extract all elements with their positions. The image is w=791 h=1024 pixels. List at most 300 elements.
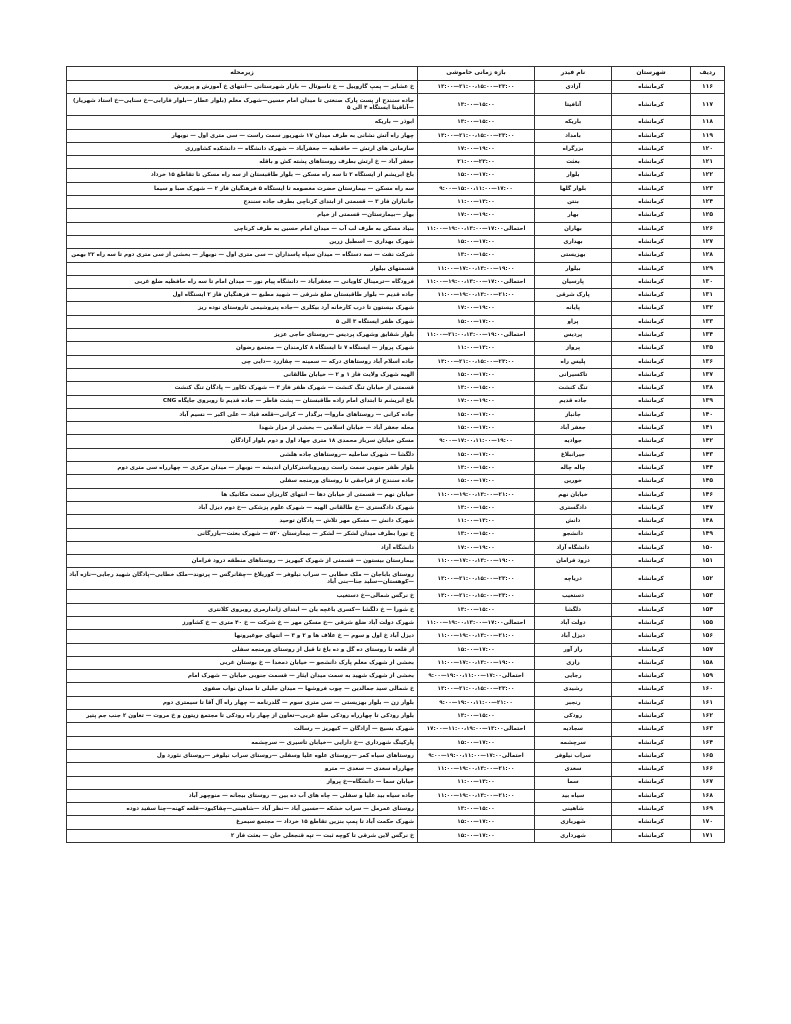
cell-time: ۱۷:۰۰—۱۵:۰۰: [418, 235, 535, 248]
cell-region: بیمارستان بیستون — قسمتی از شهرک کیهریز — روستاهای منطقه درود فرامان: [67, 555, 418, 568]
cell-city: کرمانشاه: [612, 222, 691, 235]
cell-index: ۱۱۷: [691, 94, 725, 116]
table-row: [67, 448, 725, 461]
cell-feeder: بیلوار: [535, 262, 612, 275]
table-row: [67, 129, 725, 142]
cell-index: ۱۶۹: [691, 803, 725, 816]
cell-city: کرمانشاه: [612, 590, 691, 603]
cell-city: کرمانشاه: [612, 696, 691, 709]
cell-feeder: بلوار: [535, 169, 612, 182]
cell-feeder: سعدی: [535, 763, 612, 776]
table-row: [67, 568, 725, 590]
cell-feeder: رشیدی: [535, 683, 612, 696]
outage-schedule-table: [66, 66, 725, 843]
cell-region: روستاهای سیاه کمر —روستای علوه علیا وسفلی —روستای سراب نیلوفر —روستای نئورد ول: [67, 749, 418, 762]
cell-city: کرمانشاه: [612, 94, 691, 116]
cell-feeder: پایانه: [535, 302, 612, 315]
table-row: [67, 630, 725, 643]
cell-time: ۱۵:۰۰—۱۳:۰۰: [418, 603, 535, 616]
cell-region: جاده اسلام آباد روستاهای درکه — سمینه — چقازرد —دایی چی: [67, 355, 418, 368]
document-page: [66, 66, 724, 843]
cell-region: سه راه مسکن — بیمارستان حضرت معصومه تا ایستگاه ۵ فرهنگیان فاز ۲ — شهرک صبا و سیما: [67, 182, 418, 195]
cell-time: ۲۳:۰۰—۲۱:۰۰: [418, 156, 535, 169]
cell-time: ۱۵:۰۰—۱۳:۰۰: [418, 249, 535, 262]
cell-index: ۱۵۲: [691, 568, 725, 590]
cell-city: کرمانشاه: [612, 555, 691, 568]
cell-index: ۱۵۹: [691, 670, 725, 683]
cell-region: جاده کرانی — روستاهای ماروا— برگدار — کرانی—قلعه قباد — علی اکبر — نسیم آباد: [67, 408, 418, 421]
cell-index: ۱۳۸: [691, 382, 725, 395]
cell-city: کرمانشاه: [612, 156, 691, 169]
cell-region: جانبازان فاز ۳ — قسمتی از ابتدای کرناچی بطرف جاده سنندج: [67, 196, 418, 209]
cell-city: کرمانشاه: [612, 670, 691, 683]
cell-city: کرمانشاه: [612, 710, 691, 723]
table-row: [67, 683, 725, 696]
cell-feeder: جاده قدیم: [535, 395, 612, 408]
cell-region: روستای باباجان — ملک خطابی — سراب نیلوفر — کوریلاغ —چقانرگس — پرتوند—ملک خطابی—پادگان شهید رجایی—نازه آباد—کوهستان—سلید جنا—بنی آباد: [67, 568, 418, 590]
table-row: [67, 289, 725, 302]
cell-region: جاده سنندج از قراجقی تا روستای ورمنجه سفلی: [67, 475, 418, 488]
cell-city: کرمانشاه: [612, 262, 691, 275]
cell-city: کرمانشاه: [612, 763, 691, 776]
cell-time: ۲۳:۰۰—۲۱:۰۰،۱۵:۰۰—۱۳:۰۰: [418, 81, 535, 94]
cell-index: ۱۳۵: [691, 342, 725, 355]
cell-time: احتمالی۱۷:۰۰—۱۹:۰۰،۱۳:۰۰—۱۱:۰۰: [418, 616, 535, 629]
table-row: [67, 710, 725, 723]
cell-index: ۱۲۱: [691, 156, 725, 169]
cell-feeder: پارک شرقی: [535, 289, 612, 302]
cell-city: کرمانشاه: [612, 368, 691, 381]
cell-index: ۱۶۷: [691, 776, 725, 789]
cell-feeder: پراو: [535, 315, 612, 328]
cell-index: ۱۵۰: [691, 541, 725, 554]
cell-index: ۱۵۴: [691, 603, 725, 616]
table-row: [67, 81, 725, 94]
cell-index: ۱۲۳: [691, 182, 725, 195]
cell-city: کرمانشاه: [612, 816, 691, 829]
cell-city: کرمانشاه: [612, 515, 691, 528]
cell-region: شهرک بهداری — اسطبل زرین: [67, 235, 418, 248]
cell-time: ۱۹:۰۰—۱۷:۰۰: [418, 395, 535, 408]
cell-feeder: باریکه: [535, 116, 612, 129]
cell-index: ۱۲۵: [691, 209, 725, 222]
table-row: [67, 763, 725, 776]
cell-region: شهرک بسیج — آزادگان — کیهریز — رسالت: [67, 723, 418, 736]
cell-region: چهار راه آتش نشانی به طرف میدان ۱۷ شهریور سمت راست — سی متری اول — نوبهار: [67, 129, 418, 142]
cell-region: بلوار شقایق وشهرک پردیس —روستای حاجی عزیز: [67, 329, 418, 342]
cell-feeder: جیرانبلاغ: [535, 448, 612, 461]
cell-region: جاده سیاه بید علیا و سفلی — چاه های آب ده بین — روستای بیجانه — منوچهر آباد: [67, 789, 418, 802]
cell-feeder: آنافیتا: [535, 94, 612, 116]
cell-time: ۲۳:۰۰—۲۱:۰۰،۱۵:۰۰—۱۳:۰۰: [418, 590, 535, 603]
cell-time: احتمالی۱۷:۰۰—۱۹:۰۰،۱۱:۰۰—۹:۰۰: [418, 749, 535, 762]
cell-city: کرمانشاه: [612, 776, 691, 789]
cell-region: مسکن خیابان سرباز محمدی ۱۸ متری جهاد اول و دوم بلوار آزادگان: [67, 435, 418, 448]
cell-time: ۱۹:۰۰—۱۷:۰۰،۱۳:۰۰—۱۱:۰۰: [418, 656, 535, 669]
cell-feeder: جانباز: [535, 408, 612, 421]
cell-index: ۱۳۹: [691, 395, 725, 408]
cell-feeder: بهداری: [535, 235, 612, 248]
cell-feeder: تاکسیرانی: [535, 368, 612, 381]
table-row: [67, 222, 725, 235]
cell-feeder: دلگشا: [535, 603, 612, 616]
cell-time: ۱۷:۰۰—۱۵:۰۰،۱۱:۰۰—۹:۰۰: [418, 182, 535, 195]
cell-region: شهرک بیستون تا درب کارخانه آرد بیکلری —جاده پتروشیمی تاروستای نوده ریز: [67, 302, 418, 315]
cell-region: روستای عمرمل — سراب خشکه —حسین آباد —نظر آباد —شاهینی—چقاکبود—قلعه کهنه—چنا سفید دوده: [67, 803, 418, 816]
table-row: [67, 643, 725, 656]
cell-feeder: رودکی: [535, 710, 612, 723]
cell-region: خ شورا — خ دلگشا —کسری باغچه بان — ابتدای ژاندارمری روبروی کلانتری: [67, 603, 418, 616]
cell-city: کرمانشاه: [612, 435, 691, 448]
cell-index: ۱۴۷: [691, 501, 725, 514]
cell-region: بلوار ظفر جنوبی سمت راست روبروباسترکاران اندیشه — نوبهار — میدان مرکزی — چهارراه سی متری دوم: [67, 462, 418, 475]
cell-region: جاده قدیم — بلوار طاقبستان ضلع شرقی — شهید مطبع — فرهنگیان فاز ۲ ایستگاه اول: [67, 289, 418, 302]
cell-index: ۱۴۱: [691, 422, 725, 435]
cell-feeder: سما: [535, 776, 612, 789]
cell-index: ۱۴۴: [691, 462, 725, 475]
cell-feeder: رجایی: [535, 670, 612, 683]
cell-time: ۲۳:۰۰—۲۱:۰۰،۱۵:۰۰—۱۳:۰۰: [418, 129, 535, 142]
table-row: [67, 142, 725, 155]
cell-time: ۱۳:۰۰—۱۱:۰۰: [418, 342, 535, 355]
cell-index: ۱۶۸: [691, 789, 725, 802]
table-row: [67, 616, 725, 629]
cell-time: ۱۵:۰۰—۱۳:۰۰: [418, 116, 535, 129]
cell-time: ۱۷:۰۰—۱۵:۰۰: [418, 315, 535, 328]
cell-city: کرمانشاه: [612, 448, 691, 461]
table-row: [67, 776, 725, 789]
cell-time: ۱۷:۰۰—۱۵:۰۰: [418, 368, 535, 381]
table-row: [67, 488, 725, 501]
cell-index: ۱۶۱: [691, 696, 725, 709]
cell-region: باغ ابریشم تا ابتدای امام زاده طاقبستان — پشت فاطر — جاده قدیم تا روبروی جایگاه CNG: [67, 395, 418, 408]
cell-index: ۱۴۳: [691, 448, 725, 461]
cell-index: ۱۴۲: [691, 435, 725, 448]
cell-index: ۱۶۶: [691, 763, 725, 776]
cell-index: ۱۵۶: [691, 630, 725, 643]
cell-time: احتمالی۱۷:۰۰—۱۹:۰۰،۱۱:۰۰—۹:۰۰: [418, 670, 535, 683]
cell-index: ۱۲۷: [691, 235, 725, 248]
cell-feeder: بنتن: [535, 196, 612, 209]
cell-city: کرمانشاه: [612, 382, 691, 395]
cell-feeder: بهاران: [535, 222, 612, 235]
header-index: ردیف: [691, 67, 725, 81]
cell-feeder: شهرداری: [535, 829, 612, 842]
cell-index: ۱۵۷: [691, 643, 725, 656]
cell-feeder: شاهینی: [535, 803, 612, 816]
cell-city: کرمانشاه: [612, 683, 691, 696]
cell-region: قسمتهای بیلوار: [67, 262, 418, 275]
cell-region: بنیاد مسکن به طرف لب آب — میدان امام حسین به طرف کرناچی: [67, 222, 418, 235]
cell-region: بهار —بیمارستان— قسمتی از خیام: [67, 209, 418, 222]
cell-city: کرمانشاه: [612, 541, 691, 554]
cell-time: ۱۷:۰۰—۱۵:۰۰: [418, 475, 535, 488]
header-feeder: نام فیدر: [535, 67, 612, 81]
cell-feeder: سرچشمه: [535, 736, 612, 749]
cell-feeder: پلیس راه: [535, 355, 612, 368]
table-row: [67, 829, 725, 842]
cell-feeder: دولت آباد: [535, 616, 612, 629]
table-row: [67, 590, 725, 603]
cell-feeder: تنگ کنشت: [535, 382, 612, 395]
cell-feeder: رنجبر: [535, 696, 612, 709]
table-row: [67, 603, 725, 616]
cell-time: ۲۱:۰۰—۱۹:۰۰،۱۱:۰۰—۹:۰۰: [418, 696, 535, 709]
cell-feeder: بزرگراه: [535, 142, 612, 155]
cell-index: ۱۲۲: [691, 169, 725, 182]
cell-city: کرمانشاه: [612, 829, 691, 842]
table-row: [67, 249, 725, 262]
cell-feeder: جوادیه: [535, 435, 612, 448]
cell-city: کرمانشاه: [612, 182, 691, 195]
cell-city: کرمانشاه: [612, 616, 691, 629]
cell-index: ۱۳۰: [691, 275, 725, 288]
cell-index: ۱۳۶: [691, 355, 725, 368]
cell-feeder: پردیس: [535, 329, 612, 342]
cell-time: ۱۵:۰۰—۱۳:۰۰: [418, 382, 535, 395]
cell-time: ۱۷:۰۰—۱۵:۰۰: [418, 169, 535, 182]
header-region: زیرمحله: [67, 67, 418, 81]
cell-time: ۲۳:۰۰—۲۱:۰۰،۱۵:۰۰—۱۳:۰۰: [418, 683, 535, 696]
table-row: [67, 435, 725, 448]
cell-index: ۱۳۲: [691, 302, 725, 315]
cell-index: ۱۵۵: [691, 616, 725, 629]
cell-city: کرمانشاه: [612, 656, 691, 669]
cell-region: ابوذر — باریکه: [67, 116, 418, 129]
cell-region: چهارراه سعدی — سعدی — مترو: [67, 763, 418, 776]
cell-feeder: سراب نیلوفر: [535, 749, 612, 762]
cell-city: کرمانشاه: [612, 275, 691, 288]
cell-index: ۱۲۴: [691, 196, 725, 209]
cell-city: کرمانشاه: [612, 81, 691, 94]
cell-region: دیزل آباد خ اول و سوم — خ علاف ها و ۲ و ۳ — انتهای جوغیرونها: [67, 630, 418, 643]
cell-feeder: آزادی: [535, 81, 612, 94]
cell-time: ۱۹:۰۰—۱۷:۰۰: [418, 142, 535, 155]
cell-city: کرمانشاه: [612, 169, 691, 182]
cell-region: دانشگاه آزاد: [67, 541, 418, 554]
table-row: [67, 501, 725, 514]
cell-feeder: بهار: [535, 209, 612, 222]
cell-region: شهرک دولت آباد ضلع شرقی —خ مسکن مهر — خ شرکت — خ ۴۰ متری — خ کشاورز: [67, 616, 418, 629]
cell-feeder: بامداد: [535, 129, 612, 142]
cell-index: ۱۶۲: [691, 710, 725, 723]
cell-index: ۱۲۸: [691, 249, 725, 262]
cell-region: شهرک حکمت آباد تا پمپ بنزین تقاطع ۱۵ خرداد — مجتمع سیمرغ: [67, 816, 418, 829]
cell-region: از قلعه تا روستای ده گل و ده باغ تا قبل از روستای ورمنجه سفلی: [67, 643, 418, 656]
cell-feeder: دستغیب: [535, 590, 612, 603]
table-row: [67, 475, 725, 488]
cell-city: کرمانشاه: [612, 422, 691, 435]
cell-city: کرمانشاه: [612, 643, 691, 656]
cell-time: احتمالی۱۳:۰۰—۱۱:۰۰،۱۹:۰۰—۱۷:۰۰: [418, 723, 535, 736]
cell-city: کرمانشاه: [612, 749, 691, 762]
cell-region: خ شمالی سید جمالدین — چوب فروشها — میدان جلیلی تا میدان نواب صفوی: [67, 683, 418, 696]
cell-index: ۱۵۱: [691, 555, 725, 568]
cell-city: کرمانشاه: [612, 568, 691, 590]
cell-feeder: پرواز: [535, 342, 612, 355]
cell-region: خ نرگس شمالی—خ دستغیب: [67, 590, 418, 603]
cell-time: ۲۳:۰۰—۲۱:۰۰،۱۵:۰۰—۱۳:۰۰: [418, 355, 535, 368]
cell-region: شهرک ظفر ایستگاه ۳ الی ۵: [67, 315, 418, 328]
table-row: [67, 368, 725, 381]
cell-time: ۲۱:۰۰—۱۹:۰۰،۱۳:۰۰—۱۱:۰۰: [418, 630, 535, 643]
table-row: [67, 302, 725, 315]
cell-feeder: درود فرامان: [535, 555, 612, 568]
cell-index: ۱۴۰: [691, 408, 725, 421]
cell-city: کرمانشاه: [612, 235, 691, 248]
cell-time: ۱۹:۰۰—۱۷:۰۰: [418, 302, 535, 315]
cell-feeder: دادگستری: [535, 501, 612, 514]
cell-region: الهیه شهرک ولایت فاز ۱ و ۲ — خیابان طالقانی: [67, 368, 418, 381]
cell-index: ۱۵۸: [691, 656, 725, 669]
table-row: [67, 209, 725, 222]
table-row: [67, 462, 725, 475]
cell-feeder: دریاچه: [535, 568, 612, 590]
table-body: [67, 81, 725, 843]
table-row: [67, 723, 725, 736]
table-row: [67, 235, 725, 248]
cell-time: ۱۹:۰۰—۱۷:۰۰،۱۳:۰۰—۱۱:۰۰: [418, 262, 535, 275]
cell-city: کرمانشاه: [612, 196, 691, 209]
cell-time: ۱۷:۰۰—۱۵:۰۰: [418, 816, 535, 829]
cell-city: کرمانشاه: [612, 342, 691, 355]
cell-city: کرمانشاه: [612, 209, 691, 222]
cell-region: باغ ابریشم از ایستگاه ۲ تا سه راه مسکن — بلوار طاقبستان از سه راه مسکن تا تقاطع ۱۵ خرداد: [67, 169, 418, 182]
cell-region: پارکینگ شهرداری —خ دارایی —خیابان تاسیری — سرچشمه: [67, 736, 418, 749]
cell-region: بخشی از شهرک معلم پارک دانشجو — خیابان دمخدا — خ بوستان غربی: [67, 656, 418, 669]
cell-time: ۲۱:۰۰—۱۹:۰۰،۱۳:۰۰—۱۱:۰۰: [418, 289, 535, 302]
table-row: [67, 382, 725, 395]
cell-feeder: بهزیستی: [535, 249, 612, 262]
cell-index: ۱۳۷: [691, 368, 725, 381]
cell-feeder: دانشگاه آزاد: [535, 541, 612, 554]
cell-index: ۱۴۵: [691, 475, 725, 488]
cell-index: ۱۴۸: [691, 515, 725, 528]
cell-index: ۱۲۰: [691, 142, 725, 155]
cell-time: ۱۳:۰۰—۱۱:۰۰: [418, 776, 535, 789]
cell-region: سازمانی های ارتش — حافظیه — جعفرآباد — شهرک دانشگاه — دانشکده کشاورزی: [67, 142, 418, 155]
cell-region: قسمتی از خیابان تنگ کنشت — شهرک ظفر فاز ۳ — شهرک تکاور — پادگان تنگ کنشت: [67, 382, 418, 395]
cell-feeder: دانشجو: [535, 528, 612, 541]
cell-time: ۱۹:۰۰—۱۷:۰۰: [418, 209, 535, 222]
table-row: [67, 555, 725, 568]
table-row: [67, 342, 725, 355]
cell-region: فرودگاه —ترمینال کاویانی — جعفرآباد — دانشگاه پیام نور — میدان امام تا سه راه حافظیه ضلع غربی: [67, 275, 418, 288]
cell-feeder: دانش: [535, 515, 612, 528]
table-header-row: [67, 67, 725, 81]
cell-time: ۱۵:۰۰—۱۳:۰۰: [418, 501, 535, 514]
cell-city: کرمانشاه: [612, 315, 691, 328]
cell-city: کرمانشاه: [612, 501, 691, 514]
cell-index: ۱۳۳: [691, 315, 725, 328]
table-row: [67, 169, 725, 182]
table-row: [67, 656, 725, 669]
cell-time: ۱۷:۰۰—۱۵:۰۰: [418, 422, 535, 435]
table-row: [67, 670, 725, 683]
cell-region: شهرک پرواز — ایستگاه ۷ تا ایستگاه ۸ کارمندان — مجتمع رضوان: [67, 342, 418, 355]
cell-feeder: بلوار گلها: [535, 182, 612, 195]
cell-city: کرمانشاه: [612, 723, 691, 736]
cell-time: ۱۵:۰۰—۱۳:۰۰: [418, 528, 535, 541]
cell-region: جاده سنندج از پست پارک صنعتی تا میدان امام حسین—شهرک معلم (بلوار عطار —بلوار فارابی—خ سنایی—خ استاد شهریار) —آنافیتا ایستگاه ۴ الی ۵: [67, 94, 418, 116]
table-row: [67, 515, 725, 528]
cell-region: خ عشایر — پمپ گازوییل — خ تاسوتال — بازار شهرستانی —انتهای خ آموزش و پرورش: [67, 81, 418, 94]
table-row: [67, 789, 725, 802]
cell-region: شهرک دادگستری —خ طالقانی الهیه — شهرک علوم پزشکی —خ دوم دیزل آباد: [67, 501, 418, 514]
cell-feeder: خورین: [535, 475, 612, 488]
cell-feeder: جعفر آباد: [535, 422, 612, 435]
cell-index: ۱۴۶: [691, 488, 725, 501]
table-row: [67, 156, 725, 169]
cell-time: احتمالی۱۹:۰۰—۲۱:۰۰،۱۳:۰۰—۱۱:۰۰: [418, 329, 535, 342]
cell-region: خیابان سما — دانشگاه—خ پرواز: [67, 776, 418, 789]
cell-feeder: دیزل آباد: [535, 630, 612, 643]
cell-feeder: چاله چاله: [535, 462, 612, 475]
cell-time: ۱۷:۰۰—۱۵:۰۰: [418, 448, 535, 461]
cell-region: خ نورا بطرف میدان لشکر — لشکر — بیمارستان ۵۲۰ — شهرک بعثت—بازرگانی: [67, 528, 418, 541]
cell-time: ۱۹:۰۰—۱۷:۰۰،۱۳:۰۰—۱۱:۰۰: [418, 555, 535, 568]
table-row: [67, 329, 725, 342]
cell-city: کرمانشاه: [612, 395, 691, 408]
table-row: [67, 749, 725, 762]
cell-time: احتمالی۱۷:۰۰—۱۹:۰۰،۱۳:۰۰—۱۱:۰۰: [418, 222, 535, 235]
cell-region: بلوار زن — بلوار بهزیستی — سی متری سوم — گلدرنامه — چهار راه آل آقا تا سیمتری دوم: [67, 696, 418, 709]
cell-index: ۱۲۶: [691, 222, 725, 235]
cell-time: ۱۹:۰۰—۱۷:۰۰: [418, 541, 535, 554]
cell-region: دلگشا — شهرک ساحلیه —روستاهای جاده هلشی: [67, 448, 418, 461]
cell-city: کرمانشاه: [612, 488, 691, 501]
cell-city: کرمانشاه: [612, 603, 691, 616]
cell-time: ۱۵:۰۰—۱۳:۰۰: [418, 803, 535, 816]
cell-city: کرمانشاه: [612, 355, 691, 368]
cell-time: ۲۱:۰۰—۱۹:۰۰،۱۳:۰۰—۱۱:۰۰: [418, 488, 535, 501]
cell-index: ۱۶۳: [691, 723, 725, 736]
cell-index: ۱۲۹: [691, 262, 725, 275]
cell-feeder: رازی: [535, 656, 612, 669]
cell-city: کرمانشاه: [612, 789, 691, 802]
cell-region: بخشی از شهرک شهید به سمت میدان ایثار — قسمت جنوبی خیابان — شهرک امام: [67, 670, 418, 683]
cell-feeder: پارسیان: [535, 275, 612, 288]
table-row: [67, 422, 725, 435]
table-row: [67, 408, 725, 421]
cell-city: کرمانشاه: [612, 630, 691, 643]
cell-region: خیابان نهم — قسمتی از خیابان دها — انتهای کاریزان سمت مکانیک ها: [67, 488, 418, 501]
cell-city: کرمانشاه: [612, 142, 691, 155]
cell-city: کرمانشاه: [612, 302, 691, 315]
table-row: [67, 315, 725, 328]
cell-index: ۱۱۸: [691, 116, 725, 129]
cell-index: ۱۳۴: [691, 329, 725, 342]
table-row: [67, 182, 725, 195]
cell-time: احتمالی۱۷:۰۰—۱۹:۰۰،۱۳:۰۰—۱۱:۰۰: [418, 275, 535, 288]
cell-region: شرکت نفت — سه دستگاه — میدان سپاه پاسداران — سی متری اول — نوبهار — بخشی از سی متری دوم تا سه راه ۲۲ بهمن: [67, 249, 418, 262]
cell-time: ۲۳:۰۰—۲۱:۰۰،۱۵:۰۰—۱۳:۰۰: [418, 568, 535, 590]
table-row: [67, 262, 725, 275]
cell-city: کرمانشاه: [612, 408, 691, 421]
cell-time: ۱۵:۰۰—۱۳:۰۰: [418, 710, 535, 723]
cell-region: خ نرگس لاین شرقی تا کوچه ثبت — تپه قنجعلی خان — بعثت فاز ۲: [67, 829, 418, 842]
cell-city: کرمانشاه: [612, 528, 691, 541]
cell-region: شهرک دانش — مسکن مهر تلاش — پادگان توحید: [67, 515, 418, 528]
header-city: شهرستان: [612, 67, 691, 81]
cell-time: ۲۱:۰۰—۱۹:۰۰،۱۳:۰۰—۱۱:۰۰: [418, 789, 535, 802]
cell-city: کرمانشاه: [612, 329, 691, 342]
table-row: [67, 395, 725, 408]
cell-feeder: بعثت: [535, 156, 612, 169]
cell-time: ۱۳:۰۰—۱۱:۰۰: [418, 515, 535, 528]
cell-feeder: راز آور: [535, 643, 612, 656]
cell-index: ۱۷۰: [691, 816, 725, 829]
